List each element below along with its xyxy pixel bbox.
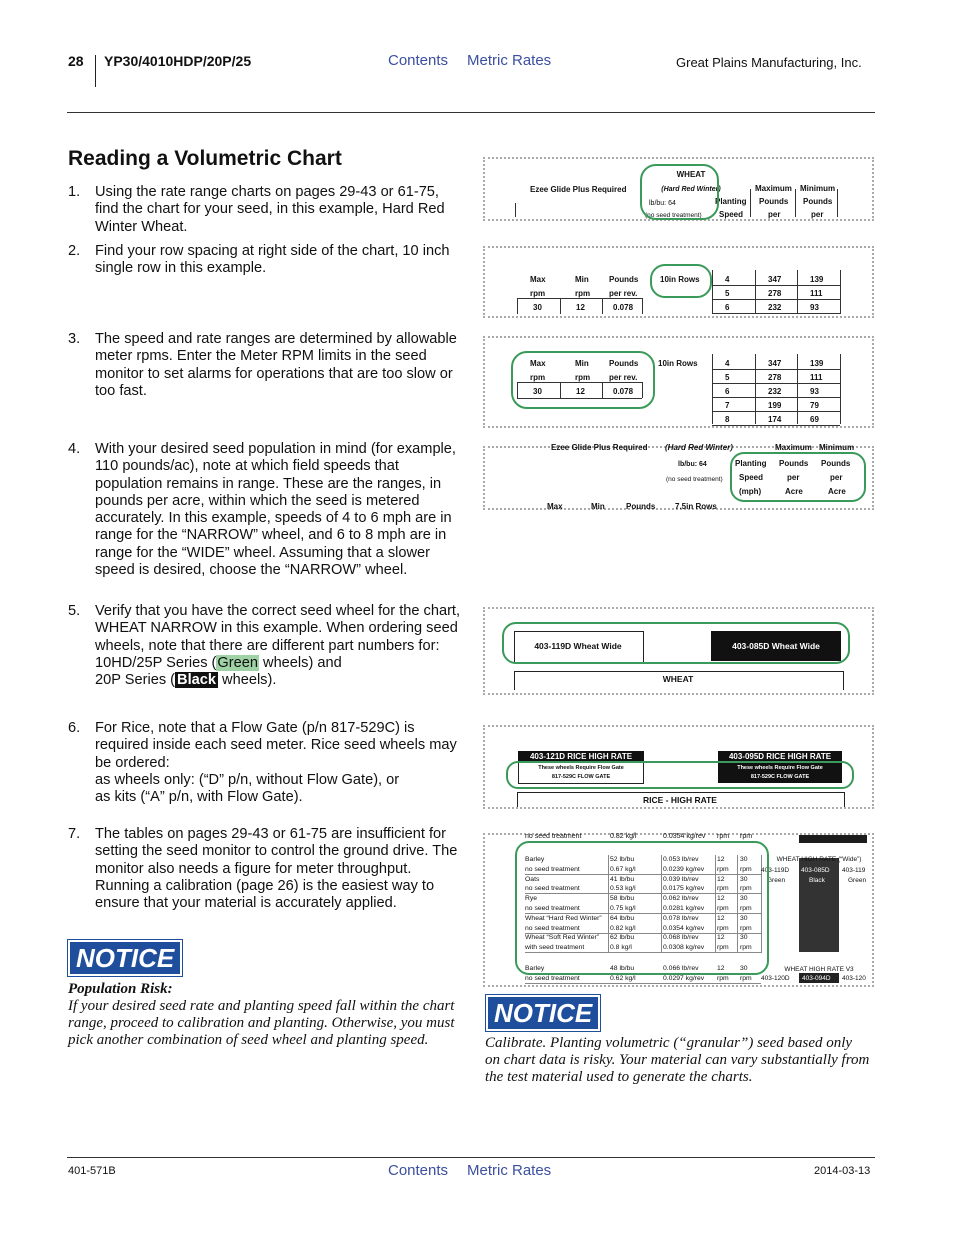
wheel-119: 403-119 [842, 867, 866, 874]
notice-body-right: Calibrate. Planting volumetric (“granular”) seed based only on chart data is risky. Your material can vary substantially from the test material used to generate the charts. [485, 1035, 870, 1085]
seed-table-cell: 12 [717, 934, 725, 942]
seed-band: WHEAT [662, 674, 694, 684]
seed-table-cell: rpm [717, 905, 729, 912]
doc-date: 2014-03-13 [814, 1165, 871, 1177]
seed-table-cell: 58 lb/bu [610, 895, 635, 903]
speed-row-cell: 6 [725, 303, 730, 312]
seed-table-cell: 64 lb/bu [610, 914, 635, 922]
lbbu-label: lb/bu: [678, 461, 698, 468]
seed-table-cell: 52 lb/bu [610, 856, 635, 863]
lbbu-value: 64 [699, 461, 707, 468]
speed-row-cell: 5 [725, 373, 730, 382]
model-name: YP30/4010HDP/20P/25 [104, 53, 252, 69]
seed-table-cell: 0.066 lb/rev [663, 965, 699, 972]
figure-rpm-limits [483, 336, 874, 428]
wheel-085d: 403-085D [801, 867, 830, 874]
rice-seed-band: RICE - HIGH RATE [643, 795, 717, 805]
speed-row-cell: 93 [810, 303, 819, 312]
rpm-label-2: rpm [575, 289, 591, 298]
min-label: Min [575, 359, 589, 368]
metric-rates-link[interactable]: Metric Rates [467, 52, 552, 69]
seed-table-cell: Barley [525, 856, 545, 863]
series-line-green: 10HD/25P Series ( [95, 654, 217, 671]
max-label: Max [530, 275, 546, 284]
per-rev-label: per rev. [609, 289, 638, 298]
lb-per-rev-value: 0.078 [613, 303, 634, 312]
col-speed: Speed [739, 473, 764, 482]
ezee-glide-label-cut: Ezee Glide Plus Required [551, 443, 648, 452]
series-line-green-post: wheels) and [258, 654, 342, 671]
col-minimum: Minimum [800, 184, 836, 193]
seed-table-cell: 0.53 kg/l [610, 885, 636, 893]
v3-title: WHEAT HIGH RATE V3 [784, 966, 854, 973]
seed-table-cell: 0.039 lb/rev [663, 875, 699, 883]
step-text: Using the rate range charts on pages 29-43 or 61-75, find the chart for your seed, in this example, Hard Red Winter Wheat. [95, 184, 445, 235]
treatment-label: (no seed treatment) [645, 212, 702, 219]
rice-left-title: 403-121D RICE HIGH RATE [529, 752, 633, 761]
seed-table-cell: 0.0239 kg/rev [663, 865, 705, 873]
notice-body: If your desired seed rate and planting speed fall within the chart range, proceed to calibration and planting. Otherwise, you must pick another combination of seed wheel and planting speed. [68, 998, 455, 1048]
speed-row-cell: 6 [725, 387, 730, 396]
rpm-label: rpm [530, 373, 546, 382]
row-spacing-label: 10in Rows [660, 275, 700, 284]
row-spacing-label: 10in Rows [658, 359, 698, 368]
seed-table-cell: 30 [740, 965, 748, 972]
step-text: Find your row spacing at right side of the chart, 10 inch single row in this example. [95, 243, 450, 277]
step-text: The tables on pages 29-43 or 61-75 are insufficient for setting the seed monitor to control the ground drive. The monitor also needs a figure for meter throughput. Running a calibration (page 26) is the easiest way to ensure that your material is accurately applied. [95, 826, 458, 912]
footer-metric-rates-link[interactable]: Metric Rates [467, 1162, 552, 1179]
seed-table-cell: 12 [717, 914, 725, 922]
col-per-2: per [830, 473, 843, 482]
seed-table-cell: no seed treatment [525, 924, 580, 932]
seed-table-cell: rpm [717, 924, 729, 932]
speed-row-cell: 5 [725, 289, 730, 298]
seed-table-cell: 30 [740, 895, 748, 903]
seed-table-cell: 12 [717, 895, 725, 903]
treatment-label: (no seed treatment) [666, 476, 723, 483]
seed-table-cell: rpm [740, 924, 752, 932]
wheel-120: 403-120 [842, 975, 866, 982]
col-per: per [787, 473, 800, 482]
seed-table-cell: 0.82 kg/l [610, 924, 636, 932]
figure-rice [483, 725, 874, 809]
col-min-per: per [811, 210, 824, 219]
green-highlight: Green [217, 654, 258, 671]
col-planting: Planting [735, 459, 767, 468]
step-text: The speed and rate ranges are determined by allowable meter rpms. Enter the Meter RPM limits in the seed monitor to set alarms for operations that are too slow or too fast. [95, 331, 457, 399]
seed-table-cell: Wheat “Hard Red Winter” [525, 914, 602, 922]
col-acre-2: Acre [828, 487, 846, 496]
step-number: 2. [68, 243, 81, 259]
seed-table-cell: 0.62 kg/l [610, 974, 636, 982]
doc-number: 401-571B [68, 1165, 116, 1177]
speed-row-cell: 347 [768, 275, 782, 284]
notice-badge-right: NOTICE [486, 995, 600, 1031]
wheel-119d: 403-119D [761, 867, 790, 874]
step-subline: as kits (“A” p/n, with Flow Gate). [95, 789, 303, 806]
step-number: 1. [68, 184, 81, 200]
figure-rpm-row [483, 246, 874, 318]
col-min-pounds: Pounds [803, 197, 833, 206]
notice-heading: Population Risk: [68, 981, 173, 997]
seed-table-cell: 30 [740, 875, 748, 883]
step-6 [68, 720, 463, 806]
seed-table-cell: 0.8 kg/l [610, 944, 632, 952]
figure-speed-pounds [483, 443, 874, 511]
step-number: 5. [68, 603, 81, 619]
seed-table-cell: rpm [740, 865, 752, 873]
seed-table-cell: rpm [717, 974, 729, 982]
col-pounds-2: Pounds [821, 459, 851, 468]
speed-row-cell: 8 [725, 415, 730, 424]
speed-row-cell: 69 [810, 415, 819, 424]
row-spacing-oval [650, 264, 712, 298]
step-4 [68, 441, 463, 579]
ezee-glide-label: Ezee Glide Plus Required [530, 185, 627, 194]
seed-table-cell: rpm [740, 905, 752, 912]
col-speed: Speed [719, 210, 744, 219]
min-rpm-value: 12 [576, 303, 585, 312]
seed-table-cell: 0.0281 kg/rev [663, 905, 705, 912]
seed-table-cell: 12 [717, 965, 725, 972]
rice-left-note: These wheels Require Flow Gate [538, 765, 624, 771]
per-rev-label: per rev. [609, 373, 638, 382]
speed-pounds-oval [730, 452, 866, 502]
step-number: 6. [68, 720, 81, 736]
green-wheel-label: 403-119D Wheat Wide [534, 641, 622, 651]
step-2 [68, 243, 463, 278]
rice-oval [506, 761, 854, 789]
max-rpm-value: 30 [533, 387, 542, 396]
wheel-119d-color: Green [767, 877, 786, 884]
col-pounds: Pounds [779, 459, 809, 468]
wheel-094d: 403-094D [802, 975, 831, 982]
seed-highlight-oval [640, 164, 719, 220]
seed-table-cell: Barley [525, 965, 545, 972]
speed-row-cell: 93 [810, 387, 819, 396]
rpm-limit-oval [511, 351, 655, 409]
seed-table-cell: 48 lb/bu [610, 965, 635, 972]
col-mph: (mph) [739, 487, 762, 496]
seed-table-cell: no seed treatment [525, 905, 580, 912]
series-line-black: 20P Series ( [95, 672, 176, 689]
seed-table-cell: rpm [717, 865, 729, 873]
table-oval [515, 841, 769, 975]
seed-table-cell: Wheat “Soft Red Winter” [525, 934, 600, 942]
top-cut-rpm-2: rpm [740, 833, 753, 840]
variety-cut: (Hard Red Winter) [665, 443, 733, 452]
seed-table-cell: 0.67 kg/l [610, 865, 636, 873]
wheel-120d: 403-120D [761, 975, 790, 982]
step-subline: as wheels only: (“D” p/n, without Flow Gate), or [95, 771, 400, 788]
pounds-label: Pounds [609, 275, 639, 284]
figure-seed-table [483, 833, 874, 987]
seed-table-cell: 41 lb/bu [610, 875, 635, 883]
seed-table-cell: rpm [717, 885, 729, 893]
seed-table-cell: Oats [525, 875, 540, 883]
wheel-085d-color: Black [809, 877, 825, 884]
maximum-cut: Maximum [775, 443, 812, 452]
speed-row-cell: 7 [725, 401, 730, 410]
header-divider [95, 55, 96, 87]
seed-table-cell: 0.75 kg/l [610, 905, 636, 912]
max-label: Max [530, 359, 546, 368]
wheel-oval [502, 622, 850, 664]
company-name: Great Plains Manufacturing, Inc. [676, 55, 862, 70]
speed-row-cell: 111 [810, 373, 823, 382]
rice-right-flowgate: 817-529C FLOW GATE [750, 774, 810, 780]
header-rule [67, 112, 875, 113]
speed-row-cell: 4 [725, 359, 730, 368]
col-max-pounds: Pounds [759, 197, 789, 206]
max-cut: Max [547, 502, 563, 511]
seed-table-cell: rpm [740, 974, 752, 982]
contents-link[interactable]: Contents [388, 52, 449, 69]
lbbu-label: lb/bu: [649, 200, 667, 207]
speed-row-cell: 232 [768, 303, 782, 312]
seed-table-cell: 30 [740, 934, 748, 942]
speed-row-cell: 278 [768, 373, 782, 382]
figure-wheel-select [483, 607, 874, 695]
rpm-label-2: rpm [575, 373, 591, 382]
rice-left-flowgate: 817-529C FLOW GATE [551, 774, 611, 780]
seed-table-cell: no seed treatment [525, 885, 580, 893]
col-acre: Acre [785, 487, 803, 496]
lb-per-rev-value: 0.078 [613, 387, 634, 396]
page-number: 28 [68, 53, 84, 69]
step-number: 3. [68, 331, 81, 347]
seed-table-cell: rpm [740, 885, 752, 893]
min-rpm-value: 12 [576, 387, 585, 396]
seed-table-cell: 0.053 lb/rev [663, 856, 699, 863]
seed-table-cell: with seed treatment [525, 944, 585, 952]
seed-table-cell: 0.062 lb/rev [663, 895, 699, 903]
col-planting: Planting [715, 197, 747, 206]
speed-row-cell: 139 [810, 275, 824, 284]
top-cut-rev: 0.0354 kg/rev [663, 833, 706, 840]
seed-name: WHEAT [676, 170, 706, 179]
step-text: With your desired seed population in mind (for example, 110 pounds/ac), note at which field speeds that population remains in range. These are the ranges, in pounds per acre, within which the seed is metered accurately. In this example, speeds of 4 to 6 mph are in range for the “NARROW” wheel, and 6 to 8 mph are in range for the “WIDE” wheel. Assuming that a slower speed is desired, choose the “NARROW” wheel. [95, 441, 456, 579]
seed-table-cell: 62 lb/bu [610, 934, 635, 942]
seed-table-cell: 0.0354 kg/rev [663, 924, 705, 932]
speed-row-cell: 278 [768, 289, 782, 298]
seed-table-cell: 12 [717, 856, 725, 863]
step-text: Verify that you have the correct seed wheel for the chart, WHEAT NARROW in this example. When ordering seed wheels, note that there are different part numbers for: [95, 603, 461, 654]
seed-variety: (Hard Red Winter) [661, 186, 721, 193]
min-label: Min [575, 275, 589, 284]
seed-table-cell: 12 [717, 875, 725, 883]
rows-cut: 7.5in Rows [675, 502, 717, 511]
figure-chart-header [483, 157, 874, 221]
notice-badge: NOTICE [68, 940, 182, 976]
top-cut-rpm: rpm [717, 833, 730, 840]
speed-row-cell: 79 [810, 401, 819, 410]
top-cut-density: 0.82 kg/l [610, 833, 637, 840]
step-text: For Rice, note that a Flow Gate (p/n 817-529C) is required inside each seed meter. Rice seed wheels may be ordered: [95, 720, 457, 771]
footer-contents-link[interactable]: Contents [388, 1162, 449, 1179]
wide-title: WHEAT HIGH RATE (“Wide”) [776, 856, 862, 863]
step-5 [68, 603, 463, 689]
step-3 [68, 331, 463, 400]
seed-table-cell: rpm [740, 944, 752, 952]
seed-table-cell: no seed treatment [525, 865, 580, 873]
min-cut: Min [591, 502, 605, 511]
seed-table-cell: rpm [717, 944, 729, 952]
rpm-label: rpm [530, 289, 546, 298]
speed-row-cell: 174 [768, 415, 782, 424]
minimum-cut: Minimum [819, 443, 855, 452]
step-7 [68, 826, 463, 912]
step-1 [68, 184, 463, 236]
lbbu-value: 64 [668, 200, 676, 207]
footer-rule [67, 1157, 875, 1158]
series-line-black-post: wheels). [218, 672, 277, 689]
top-cut-name: no seed treatment [525, 833, 582, 840]
black-highlight: Black [177, 672, 216, 689]
speed-row-cell: 4 [725, 275, 730, 284]
speed-row-cell: 139 [810, 359, 824, 368]
col-maximum: Maximum [755, 184, 792, 193]
seed-table-cell: Rye [525, 895, 538, 903]
black-wheel-label: 403-085D Wheat Wide [732, 641, 820, 651]
speed-row-cell: 232 [768, 387, 782, 396]
pounds-label: Pounds [609, 359, 639, 368]
max-rpm-value: 30 [533, 303, 542, 312]
seed-table-cell: 0.0297 kg/rev [663, 974, 705, 982]
wheel-119-color: Green [848, 877, 867, 884]
seed-table-cell: 0.0308 kg/rev [663, 944, 705, 952]
seed-table-cell: 0.068 lb/rev [663, 934, 699, 942]
speed-row-cell: 111 [810, 289, 823, 298]
rice-right-note: These wheels Require Flow Gate [737, 765, 823, 771]
page-title: Reading a Volumetric Chart [68, 147, 342, 170]
col-max-per: per [768, 210, 781, 219]
speed-row-cell: 199 [768, 401, 782, 410]
step-number: 7. [68, 826, 81, 842]
seed-table-cell: 0.078 lb/rev [663, 914, 699, 922]
pounds-cut: Pounds [626, 502, 656, 511]
seed-table-cell: 30 [740, 914, 748, 922]
rice-right-title: 403-095D RICE HIGH RATE [728, 752, 832, 761]
seed-table-cell: no seed treatment [525, 974, 580, 982]
speed-row-cell: 347 [768, 359, 782, 368]
seed-table-cell: 0.0175 kg/rev [663, 885, 705, 893]
seed-table-cell: 30 [740, 856, 748, 863]
step-number: 4. [68, 441, 81, 457]
